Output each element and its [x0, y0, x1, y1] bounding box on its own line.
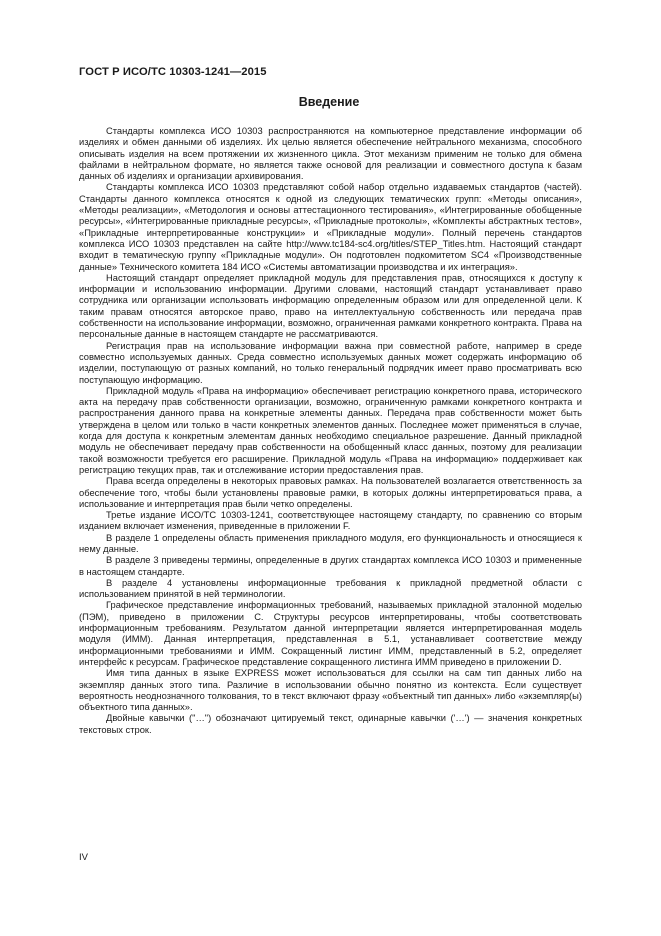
section-title: Введение: [298, 95, 360, 109]
introduction-body: [79, 126, 582, 736]
paragraph-3: Настоящий стандарт определяет прикладной модуль для представления прав, относящихся к доступу к информации и использованию информации. Другими словами, настоящий стандарт устанавливает право сотрудника или организации использовать информацию определенным образом или для определенной цели. К таким правам относятся авторское право, право на интеллектуальную собственность или передача прав собственности на использование информации, возможно, ограниченная рамками конкретного контракта. Права на персональные данные в настоящем стандарте не рассматриваются.: [79, 272, 582, 340]
paragraph-9: В разделе 3 приведены термины, определенные в других стандартах комплекса ИСО 10303 и примененные в настоящем стандарте.: [79, 555, 582, 577]
paragraph-11: Графическое представление информационных требований, называемых прикладной эталонной моделью (ПЭМ), приведено в приложении C. Структуры ресурсов интерпретированы, чтобы соответствовать информационным требованиям. Результатом данной интерпретации является интерпретированная модель модуля (ИММ). Данная интерпретация, представленная в 5.1, устанавливает соответствие между информационными требованиями и ИММ. Сокращенный листинг ИММ, представленный в 5.2, определяет интерфейс к ресурсам. Графическое представление сокращенного листинга ИММ приведено в приложении D.: [79, 600, 582, 667]
paragraph-8: В разделе 1 определены область применения прикладного модуля, его функциональность и относящиеся к нему данные.: [79, 532, 582, 554]
paragraph-12: Имя типа данных в языке EXPRESS может использоваться для ссылки на сам тип данных либо на экземпляр данных этого типа. Различие в использовании обычно понятно из контекста. Если существует вероятность неоднозначного толкования, то в текст включают фразу «объектный тип данных» либо «экземпляр(ы) объектного типа данных».: [79, 668, 582, 713]
paragraph-10: В разделе 4 установлены информационные требования к прикладной предметной области с использованием принятой в ней терминологии.: [79, 577, 582, 600]
paragraph-2: Стандарты комплекса ИСО 10303 представляют собой набор отдельно издаваемых стандартов (частей). Стандарты данного комплекса относятся к одной из следующих тематических групп: «Методы описания», «Методы реализации», «Методология и основы аттестационного тестирования», «Интегрированные обобщенные ресурсы», «Интегрированные прикладные ресурсы», «Прикладные протоколы», «Комплекты абстрактных тестов», «Прикладные интерпретированные конструкции» и «Прикладные модули». Полный перечень стандартов комплекса ИСО 10303 представлен на сайте http://www.tc184-sc4.org/titles/STEP_Titles.htm. Настоящий стандарт входит в тематическую группу «Прикладные модули». Он подготовлен подкомитетом SC4 «Производственные данные» Технического комитета 184 ИСО «Системы автоматизации производства и их интеграция».: [79, 182, 582, 272]
paragraph-7: Третье издание ИСО/ТС 10303-1241, соответствующее настоящему стандарту, по сравнению со вторым изданием включает изменения, приведенные в приложении F.: [79, 510, 582, 532]
page-number: IV: [79, 852, 88, 863]
paragraph-5: Прикладной модуль «Права на информацию» обеспечивает регистрацию конкретного права, исторического акта на передачу прав собственности организации, возможно, ограниченную рамками конкретного контракта и распространения данного права на конкретные элементы данных. Передача прав собственности может быть утверждена в целом или только в части конкретных элементов данных. Последнее может применяться в случае, когда для доступа к конкретным элементам данных необходимо специальное разрешение. Данный прикладной модуль не обеспечивает передачу прав собственности на обобщенный класс данных, поэтому для реализации такой возможности требуется его расширение. Прикладной модуль «Права на информацию» поддерживает как регистрацию текущих прав, так и отслеживание истории предоставления прав.: [79, 385, 582, 475]
paragraph-13: Двойные кавычки ("…") обозначают цитируемый текст, одинарные кавычки ('…') — значения конкретных текстовых строк.: [79, 713, 582, 735]
paragraph-1: Стандарты комплекса ИСО 10303 распространяются на компьютерное представление информации об изделиях и обмен данными об изделиях. Их целью является обеспечение нейтрального механизма, способного описывать изделия на всем протяжении их жизненного цикла. Этот механизм применим не только для обмена файлами в нейтральном формате, но является также основой для реализации и совместного доступа к базам данных об изделиях и организации архивирования.: [79, 126, 582, 182]
paragraph-4: Регистрация прав на использование информации важна при совместной работе, например в среде совместно используемых данных. Среда совместно используемых данных может содержать информацию об изделии, поступающую от разных компаний, но только генеральный подрядчик имеет право просматривать всю поступающую информацию.: [79, 340, 582, 385]
paragraph-6: Права всегда определены в некоторых правовых рамках. На пользователей возлагается ответственность за обеспечение того, чтобы были установлены правовые рамки, в которых должны интерпретироваться права, а использование и интерпретация прав были четко определены.: [79, 476, 582, 509]
document-header: ГОСТ Р ИСО/ТС 10303-1241—2015: [79, 66, 267, 78]
